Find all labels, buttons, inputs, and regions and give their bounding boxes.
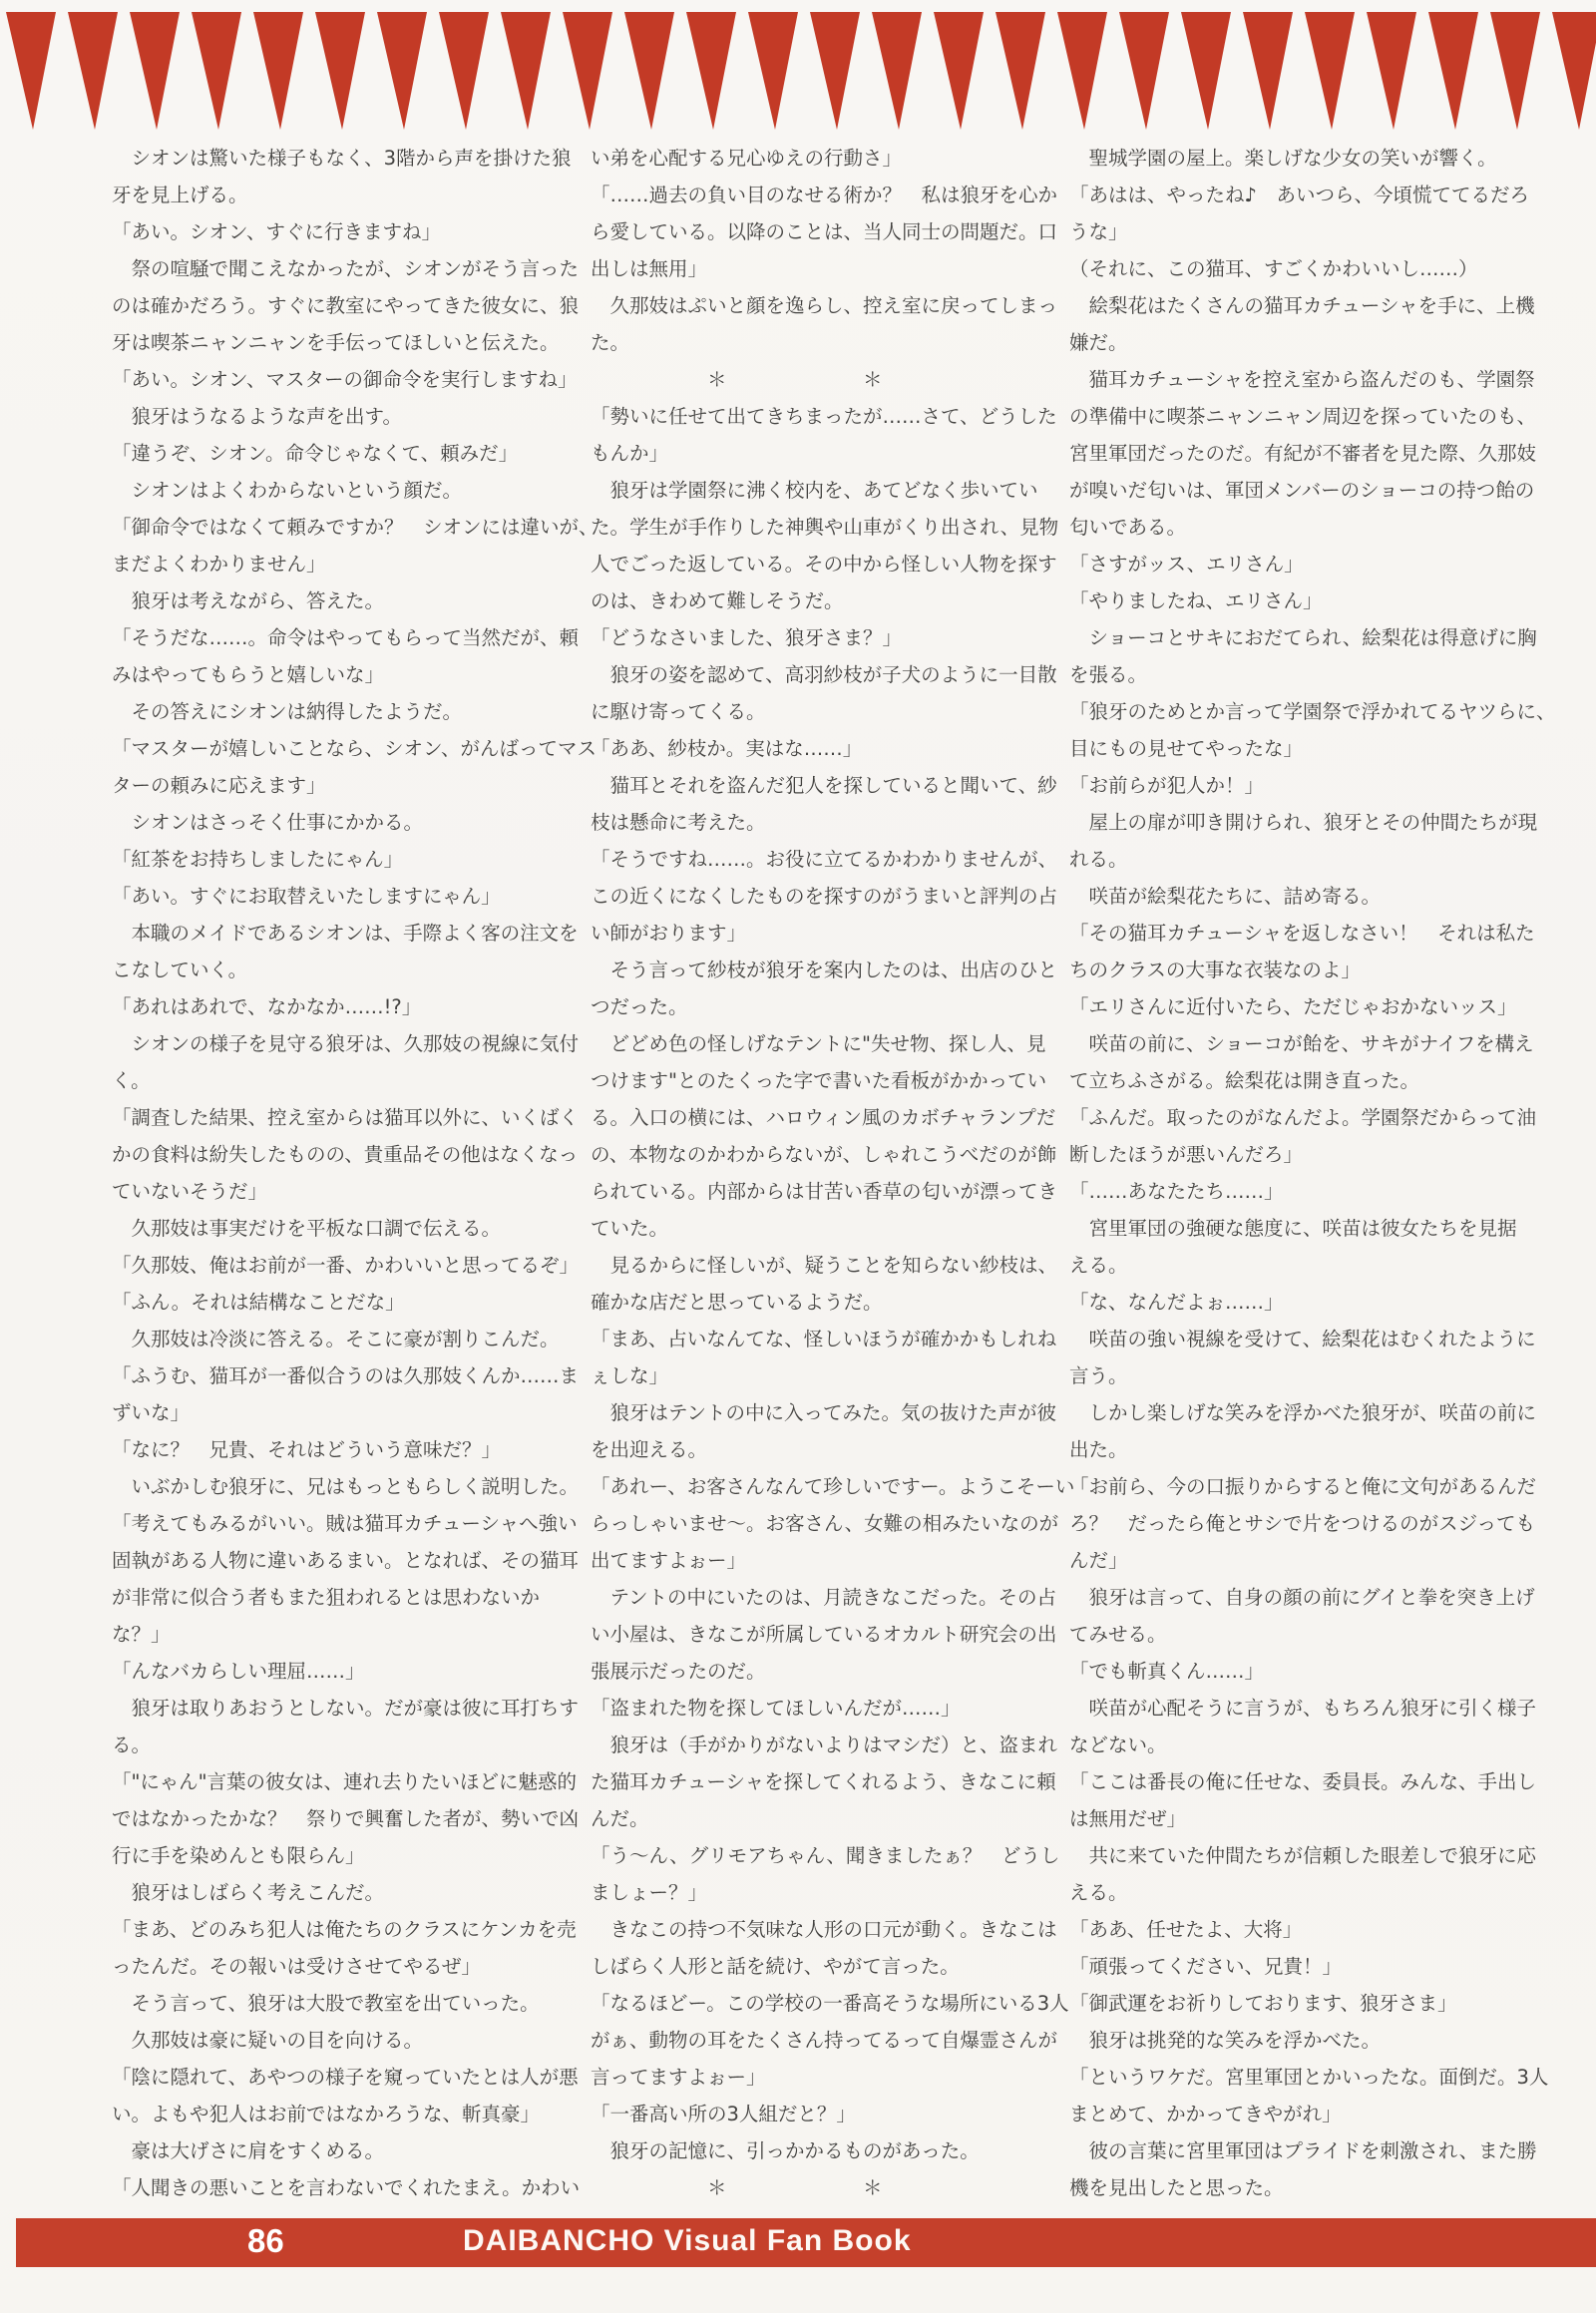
text-line: シオンは驚いた様子もなく、3階から声を掛けた狼 xyxy=(112,147,572,170)
text-line: しかし楽しげな笑みを浮かべた狼牙が、咲苗の前に xyxy=(1069,1401,1537,1424)
text-line: いぶかしむ狼牙に、兄はもっともらしく説明した。 xyxy=(112,1475,580,1498)
text-line: 張展示だったのだ。 xyxy=(591,1660,766,1683)
text-line: い師がおります」 xyxy=(591,922,747,945)
text-line: しばらく人形と話を続け、やがて言った。 xyxy=(591,1955,960,1978)
text-line: の準備中に喫茶ニャンニャン周辺を探っていたのも、 xyxy=(1069,405,1537,428)
pennant-triangle-icon xyxy=(1119,12,1169,130)
text-line: 「御武運をお祈りしております、狼牙さま」 xyxy=(1069,1992,1457,2015)
text-line: 「……過去の負い目のなせる術か？ 私は狼牙を心か xyxy=(591,184,1058,206)
text-line: のは、きわめて難しそうだ。 xyxy=(591,589,844,612)
text-line: の、本物なのかわからないが、しゃれこうべだのが飾 xyxy=(591,1143,1057,1166)
text-line: 「久那妓、俺はお前が一番、かわいいと思ってるぞ」 xyxy=(112,1254,580,1277)
text-column-middle xyxy=(591,140,1075,2206)
text-line: 狼牙はうなるような声を出す。 xyxy=(112,405,402,428)
text-line: 牙を見上げる。 xyxy=(112,184,248,206)
text-line: 咲苗が絵梨花たちに、詰め寄る。 xyxy=(1069,885,1382,908)
text-line: 出てますよぉー」 xyxy=(591,1549,747,1572)
text-line: 咲苗の前に、ショーコが飴を、サキがナイフを構え xyxy=(1069,1032,1534,1055)
text-line: 人でごった返している。その中から怪しい人物を探す xyxy=(591,553,1057,576)
text-line: 「う〜ん、グリモアちゃん、聞きましたぁ？ どうし xyxy=(591,1844,1060,1867)
text-line: 狼牙は考えながら、答えた。 xyxy=(112,589,385,612)
text-line: んだ。 xyxy=(591,1807,649,1830)
text-line: 「ふん。それは結構なことだな」 xyxy=(112,1291,405,1314)
text-line: 「でも斬真くん……」 xyxy=(1069,1660,1265,1683)
text-line: がぁ、動物の耳をたくさん持ってるって自爆霊さんが xyxy=(591,2029,1058,2052)
text-line: もんか」 xyxy=(591,442,669,465)
pennant-triangle-icon xyxy=(1552,12,1596,130)
text-line: 枝は懸命に考えた。 xyxy=(591,811,766,834)
text-line: 「……あなたたち……」 xyxy=(1069,1180,1284,1203)
page-number: 86 xyxy=(247,2222,284,2259)
text-line: 「あれー、お客さんなんて珍しいですー。ようこそーい xyxy=(591,1475,1075,1498)
text-line: みはやってもらうと嬉しいな」 xyxy=(112,663,385,686)
text-line: 匂いである。 xyxy=(1069,516,1187,539)
text-line: 「"にゃん"言葉の彼女は、連れ去りたいほどに魅惑的 xyxy=(112,1770,578,1793)
text-line: 「勢いに任せて出てきちまったが……さて、どうした xyxy=(591,405,1057,428)
text-line: 屋上の扉が叩き開けられ、狼牙とその仲間たちが現 xyxy=(1069,811,1538,834)
text-line: 狼牙は（手がかりがないよりはマシだ）と、盗まれ xyxy=(591,1734,1058,1756)
text-line: 「ああ、任せたよ、大将」 xyxy=(1069,1918,1303,1941)
text-line: 祭の喧騒で聞こえなかったが、シオンがそう言った xyxy=(112,257,580,280)
text-line: こなしていく。 xyxy=(112,959,248,981)
text-line: 「ふんだ。取ったのがなんだよ。学園祭だからって油 xyxy=(1069,1106,1537,1129)
text-line: シオンの様子を見守る狼牙は、久那妓の視線に気付 xyxy=(112,1032,580,1055)
text-line: 「狼牙のためとか言って学園祭で浮かれてるヤツらに、 xyxy=(1069,700,1556,723)
text-line: 「盗まれた物を探してほしいんだが……」 xyxy=(591,1697,961,1720)
pennant-triangle-icon xyxy=(1181,12,1231,130)
text-line: 言う。 xyxy=(1069,1364,1128,1387)
text-line: 「やりましたね、エリさん」 xyxy=(1069,589,1323,612)
text-line: 断したほうが悪いんだろ」 xyxy=(1069,1143,1304,1166)
text-line: 「なるほどー。この学校の一番高そうな場所にいる3人 xyxy=(591,1992,1069,2015)
pennant-triangle-icon xyxy=(748,12,798,130)
text-line: 「人聞きの悪いことを言わないでくれたまえ。かわい xyxy=(112,2176,581,2199)
text-line: く。 xyxy=(112,1069,151,1092)
text-line: 確かな店だと思っているようだ。 xyxy=(591,1291,883,1314)
book-title: DAIBANCHO Visual Fan Book xyxy=(463,2224,912,2257)
text-line: 「さすがッス、エリさん」 xyxy=(1069,553,1304,576)
text-line: 豪は大げさに肩をすくめる。 xyxy=(112,2139,385,2162)
text-line: 出た。 xyxy=(1069,1438,1128,1461)
text-line: 「あはは、やったね♪ あいつら、今頃慌ててるだろ xyxy=(1069,184,1529,206)
text-line: 「考えてもみるがいい。賊は猫耳カチューシャへ強い xyxy=(112,1512,578,1535)
text-line: ずいな」 xyxy=(112,1401,191,1424)
text-line: ちのクラスの大事な衣装なのよ」 xyxy=(1069,959,1361,981)
text-line: 「というワケだ。宮里軍団とかいったな。面倒だ。3人 xyxy=(1069,2066,1549,2089)
text-line: 「あい。シオン、マスターの御命令を実行しますね」 xyxy=(112,368,578,391)
pennant-triangle-icon xyxy=(130,12,180,130)
text-line: い。よもや犯人はお前ではなかろうな、斬真豪」 xyxy=(112,2103,541,2125)
text-line: 「な、なんだよぉ……」 xyxy=(1069,1291,1284,1314)
text-line: 聖城学園の屋上。楽しげな少女の笑いが響く。 xyxy=(1069,147,1497,170)
text-line: 久那妓はぷいと顔を逸らし、控え室に戻ってしまっ xyxy=(591,294,1058,317)
text-line: ターの頼みに応えます」 xyxy=(112,774,326,797)
text-line: つだった。 xyxy=(591,995,688,1018)
text-line: 「お前らが犯人か！」 xyxy=(1069,774,1265,797)
pennant-triangle-icon xyxy=(1243,12,1293,130)
text-line: 「ふうむ、猫耳が一番似合うのは久那妓くんか……ま xyxy=(112,1364,580,1387)
text-line: まとめて、かかってきやがれ」 xyxy=(1069,2103,1342,2125)
pennant-triangle-icon xyxy=(624,12,674,130)
pennant-triangle-icon xyxy=(872,12,922,130)
pennant-triangle-icon xyxy=(1428,12,1478,130)
text-line: 出しは無用」 xyxy=(591,257,708,280)
text-line: い小屋は、きなこが所属しているオカルト研究会の出 xyxy=(591,1623,1057,1646)
text-line: 行に手を染めんとも限らん」 xyxy=(112,1844,365,1867)
text-line: どどめ色の怪しげなテントに"失せ物、探し人、見 xyxy=(591,1032,1046,1055)
text-line: 狼牙の記憶に、引っかかるものがあった。 xyxy=(591,2139,980,2162)
pennant-triangle-icon xyxy=(68,12,118,130)
text-line: が非常に似合う者もまた狙われるとは思わないか xyxy=(112,1586,541,1609)
text-line: そう言って、狼牙は大股で教室を出ていった。 xyxy=(112,1992,540,2015)
text-line: が嗅いだ匂いは、軍団メンバーのショーコの持つ飴の xyxy=(1069,479,1535,502)
text-line: 狼牙は挑発的な笑みを浮かべた。 xyxy=(1069,2029,1382,2052)
text-line: ショーコとサキにおだてられ、絵梨花は得意げに胸 xyxy=(1069,626,1537,649)
pennant-triangle-icon xyxy=(1490,12,1540,130)
text-line: 見るからに怪しいが、疑うことを知らない紗枝は、 xyxy=(591,1254,1058,1277)
text-line: らっしゃいませ〜。お客さん、女難の相みたいなのが xyxy=(591,1512,1059,1535)
text-line: ろ？ だったら俺とサシで片をつけるのがスジっても xyxy=(1069,1512,1536,1535)
text-line: る。入口の横には、ハロウィン風のカボチャランプだ xyxy=(591,1106,1056,1129)
pennant-triangle-icon xyxy=(501,12,551,130)
pennant-triangle-icon xyxy=(377,12,427,130)
text-line: 「あい。シオン、すぐに行きますね」 xyxy=(112,220,441,243)
pennant-triangle-icon xyxy=(439,12,489,130)
pennant-triangle-icon xyxy=(315,12,365,130)
text-column-right xyxy=(1069,140,1556,2206)
pennant-triangle-icon xyxy=(6,12,56,130)
text-line: える。 xyxy=(1069,1881,1128,1904)
text-line: 「ああ、紗枝か。実はな……」 xyxy=(591,737,863,760)
text-line: 久那妓は事実だけを平板な口調で伝える。 xyxy=(112,1217,502,1240)
text-line: 「その猫耳カチューシャを返しなさい！ それは私た xyxy=(1069,922,1535,945)
text-line: 「御命令ではなくて頼みですか？ シオンには違いが、 xyxy=(112,516,598,539)
text-line: ＊ ＊ xyxy=(591,368,883,391)
text-line: 「違うぞ、シオン。命令じゃなくて、頼みだ」 xyxy=(112,442,519,465)
pennant-triangle-icon xyxy=(253,12,303,130)
text-line: 目にもの見せてやったな」 xyxy=(1069,737,1304,760)
text-line: 機を見出したと思った。 xyxy=(1069,2176,1284,2199)
text-line: な？」 xyxy=(112,1623,171,1646)
text-line: 「紅茶をお持ちしましたにゃん」 xyxy=(112,848,404,871)
text-line: は無用だぜ」 xyxy=(1069,1807,1187,1830)
text-line: シオンはさっそく仕事にかかる。 xyxy=(112,811,424,834)
text-line: のは確かだろう。すぐに教室にやってきた彼女に、狼 xyxy=(112,294,580,317)
text-line: 「まあ、どのみち犯人は俺たちのクラスにケンカを売 xyxy=(112,1918,577,1941)
text-line: 固執がある人物に違いあるまい。となれば、その猫耳 xyxy=(112,1549,580,1572)
text-line: 「マスターが嬉しいことなら、シオン、がんばってマス xyxy=(112,737,597,760)
text-line: 「陰に隠れて、あやつの様子を窺っていたとは人が悪 xyxy=(112,2066,579,2089)
text-line: 久那妓は豪に疑いの目を向ける。 xyxy=(112,2029,424,2052)
text-line: 「なに？ 兄貴、それはどういう意味だ？」 xyxy=(112,1438,502,1461)
text-line: 狼牙は学園祭に沸く校内を、あてどなく歩いてい xyxy=(591,479,1038,502)
text-line: テントの中にいたのは、月読きなこだった。その占 xyxy=(591,1586,1057,1609)
text-line: 「そうですね……。お役に立てるかわかりませんが、 xyxy=(591,848,1058,871)
text-line: 「まあ、占いなんてな、怪しいほうが確かかもしれね xyxy=(591,1328,1057,1350)
text-line: ましょー？」 xyxy=(591,1881,708,1904)
text-line: れる。 xyxy=(1069,848,1128,871)
text-line: てみせる。 xyxy=(1069,1623,1167,1646)
text-line: い弟を心配する兄心ゆえの行動さ」 xyxy=(591,147,903,170)
text-line: 「そうだな……。命令はやってもらって当然だが、頼 xyxy=(112,626,580,649)
text-line: た。 xyxy=(591,331,630,354)
text-line: 狼牙は取りあおうとしない。だが豪は彼に耳打ちす xyxy=(112,1697,580,1720)
text-line: うな」 xyxy=(1069,220,1128,243)
pennant-triangle-icon xyxy=(996,12,1045,130)
text-line: 咲苗の強い視線を受けて、絵梨花はむくれたように xyxy=(1069,1328,1536,1350)
text-line: 共に来ていた仲間たちが信頼した眼差しで狼牙に応 xyxy=(1069,1844,1537,1867)
pennant-triangle-icon xyxy=(810,12,860,130)
text-line: 狼牙の姿を認めて、高羽紗枝が子犬のように一目散 xyxy=(591,663,1057,686)
text-line: た。学生が手作りした神輿や山車がくり出され、見物 xyxy=(591,516,1059,539)
pennant-triangle-icon xyxy=(1057,12,1107,130)
text-line: この近くになくしたものを探すのがうまいと評判の占 xyxy=(591,885,1058,908)
text-line: そう言って紗枝が狼牙を案内したのは、出店のひと xyxy=(591,959,1058,981)
text-line: （それに、この猫耳、すごくかわいいし……） xyxy=(1069,257,1478,280)
text-line: などない。 xyxy=(1069,1734,1167,1756)
text-line: 「お前ら、今の口振りからすると俺に文句があるんだ xyxy=(1069,1475,1537,1498)
pennant-banner xyxy=(0,12,1596,132)
text-line: きなこの持つ不気味な人形の口元が動く。きなこは xyxy=(591,1918,1057,1941)
text-line: た猫耳カチューシャを探してくれるよう、きなこに頼 xyxy=(591,1770,1056,1793)
text-line: ぇしな」 xyxy=(591,1364,669,1387)
text-line: その答えにシオンは納得したようだ。 xyxy=(112,700,463,723)
text-line: 「エリさんに近付いたら、ただじゃおかないッス」 xyxy=(1069,995,1517,1018)
text-line: 「調査した結果、控え室からは猫耳以外に、いくばく xyxy=(112,1106,580,1129)
text-line: 狼牙は言って、自身の顔の前にグイと拳を突き上げ xyxy=(1069,1586,1535,1609)
text-line: られている。内部からは甘苦い香草の匂いが漂ってき xyxy=(591,1180,1058,1203)
text-line: を出迎える。 xyxy=(591,1438,708,1461)
text-line: 咲苗が心配そうに言うが、もちろん狼牙に引く様子 xyxy=(1069,1697,1537,1720)
text-line: まだよくわかりません」 xyxy=(112,553,326,576)
text-line: 宮里軍団の強硬な態度に、咲苗は彼女たちを見据 xyxy=(1069,1217,1517,1240)
text-line: 「頑張ってください、兄貴！」 xyxy=(1069,1955,1343,1978)
text-line: 狼牙はテントの中に入ってみた。気の抜けた声が彼 xyxy=(591,1401,1057,1424)
text-line: て立ちふさがる。絵梨花は開き直った。 xyxy=(1069,1069,1420,1092)
pennant-triangle-icon xyxy=(686,12,736,130)
text-line: に駆け寄ってくる。 xyxy=(591,700,766,723)
text-line: ではなかったかな？ 祭りで興奮した者が、勢いで凶 xyxy=(112,1807,580,1830)
pennant-triangle-icon xyxy=(563,12,612,130)
text-line: 絵梨花はたくさんの猫耳カチューシャを手に、上機 xyxy=(1069,294,1535,317)
pennant-triangle-icon xyxy=(1305,12,1355,130)
text-line: ら愛している。以降のことは、当人同士の問題だ。口 xyxy=(591,220,1058,243)
text-line: 猫耳カチューシャを控え室から盗んだのも、学園祭 xyxy=(1069,368,1535,391)
text-line: んだ」 xyxy=(1069,1549,1128,1572)
text-line: 「あい。すぐにお取替えいたしますにゃん」 xyxy=(112,885,501,908)
text-line: 「一番高い所の3人組だと？」 xyxy=(591,2103,856,2125)
text-line: 「んなバカらしい理屈……」 xyxy=(112,1660,365,1683)
text-line: かの食料は紛失したものの、貴重品その他はなくなっ xyxy=(112,1143,579,1166)
text-line: ＊ ＊ xyxy=(591,2176,883,2199)
text-line: 久那妓は冷淡に答える。そこに豪が割りこんだ。 xyxy=(112,1328,560,1350)
text-line: える。 xyxy=(1069,1254,1128,1277)
footer-bar xyxy=(16,2218,1596,2267)
text-line: 猫耳とそれを盗んだ犯人を探していると聞いて、紗 xyxy=(591,774,1057,797)
pennant-triangle-icon xyxy=(1367,12,1416,130)
text-line: 牙は喫茶ニャンニャンを手伝ってほしいと伝えた。 xyxy=(112,331,560,354)
text-line: ていないそうだ」 xyxy=(112,1180,268,1203)
text-line: 彼の言葉に宮里軍団はプライドを刺激され、また勝 xyxy=(1069,2139,1537,2162)
text-line: 「どうなさいました、狼牙さま？」 xyxy=(591,626,903,649)
text-line: つけます"とのたくった字で書いた看板がかかってい xyxy=(591,1069,1047,1092)
text-column-left xyxy=(112,140,598,2206)
text-line: ていた。 xyxy=(591,1217,669,1240)
text-line: 言ってますよぉー」 xyxy=(591,2066,766,2089)
pennant-triangle-icon xyxy=(934,12,984,130)
text-line: シオンはよくわからないという顔だ。 xyxy=(112,479,463,502)
text-line: る。 xyxy=(112,1734,152,1756)
text-line: 狼牙はしばらく考えこんだ。 xyxy=(112,1881,385,1904)
text-line: を張る。 xyxy=(1069,663,1148,686)
text-line: ったんだ。その報いは受けさせてやるぜ」 xyxy=(112,1955,481,1978)
pennant-triangle-icon xyxy=(192,12,241,130)
text-line: 「あれはあれで、なかなか……!?」 xyxy=(112,995,422,1018)
text-line: 本職のメイドであるシオンは、手際よく客の注文を xyxy=(112,922,579,945)
text-line: 宮里軍団だったのだ。有紀が不審者を見た際、久那妓 xyxy=(1069,442,1537,465)
text-line: 「ここは番長の俺に任せな、委員長。みんな、手出し xyxy=(1069,1770,1537,1793)
text-line: 嫌だ。 xyxy=(1069,331,1128,354)
